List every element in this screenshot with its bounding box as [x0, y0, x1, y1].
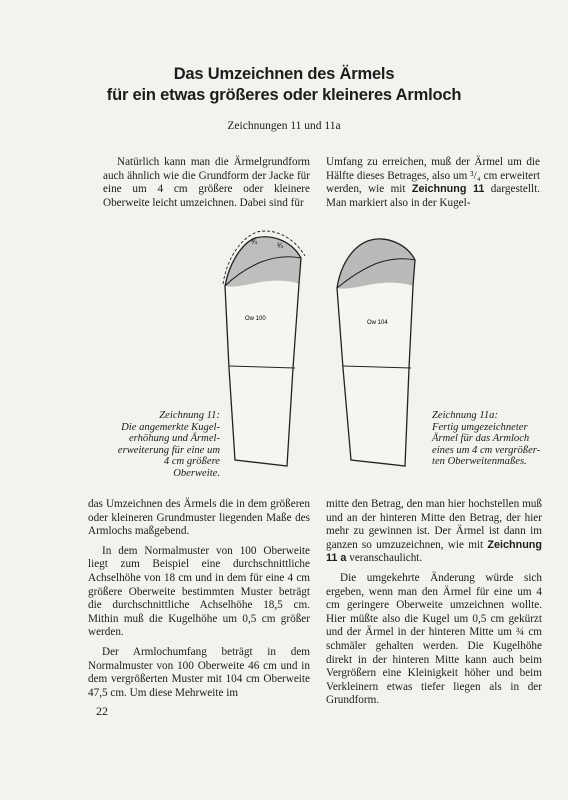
text-column-top-right	[326, 156, 540, 216]
figure-reference: Zeichnung 11	[411, 183, 485, 196]
title-line-1: Das Umzeichnen des Ärmels	[173, 65, 395, 83]
paragraph: mitte den Betrag, den man hier hochstellen muß und an der hinteren Mitte den Betrag, der hier mehr zu gewinnen ist. Der Ärmel ist dann im ganzen so umzuzeichnen, wie mit Zeichnung 11 a veranschaulicht.	[326, 498, 542, 565]
paragraph: Umfang zu erreichen, muß der Ärmel um die Hälfte dieses Betrages, also um ³/₄ cm erweitert werden, wie mit Zeichnung 11 dargestellt. Man markiert also in der Kugel-	[326, 156, 540, 209]
page-title	[0, 64, 568, 106]
subtitle: Zeichnungen 11 und 11a	[227, 120, 341, 132]
paragraph: Natürlich kann man die Ärmelgrundform auch ähnlich wie die Grundform der Jacke für eine um 4 cm größere oder kleinere Oberweite leicht umzeichnen. Dabei sind für	[103, 156, 310, 209]
measure-mark: ¾	[251, 239, 257, 246]
figure-reference: Zeichnung 11 a	[326, 538, 542, 565]
sleeve-drawing-11a	[327, 228, 427, 478]
text-column-bottom-right	[326, 498, 542, 714]
sleeve-outline	[337, 239, 415, 466]
sleeve-drawing-11	[215, 228, 315, 478]
size-label: Ow 104	[367, 320, 388, 326]
figure-caption-11a: Zeichnung 11a: Fertig umgezeichneter Ärmel für das Armloch eines um 4 cm vergrößer- ten Oberweitenmaßes.	[432, 410, 541, 468]
text-column-bottom-left	[88, 498, 310, 706]
text-column-top-left	[103, 156, 310, 216]
size-label: Ow 100	[245, 316, 266, 322]
paragraph: Der Armlochumfang beträgt in dem Normalmuster von 100 Oberweite 46 cm und in dem vergrößerten Muster mit 104 cm Oberweite 47,5 cm. Um diese Mehrweite im	[88, 645, 310, 699]
title-line-2: für ein etwas größeres oder kleineres Armloch	[106, 86, 462, 104]
measure-mark: ¾	[277, 243, 283, 250]
page-number: 22	[96, 704, 108, 718]
sleeve-outline	[225, 237, 301, 466]
figure-caption-11: Zeichnung 11: Die angemerkte Kugel- erhöhung und Ärmel- erweiterung für eine um 4 cm größere Oberweite.	[117, 410, 220, 479]
paragraph: In dem Normalmuster von 100 Oberweite liegt zum Beispiel eine durchschnittliche Achselhöhe von 18 cm und in dem für eine 4 cm größere Oberweite bestimmten Muster beträgt die durchschnittliche Achselhöhe 18,5 cm. Mithin muß die Kugelhöhe um 0,5 cm größer werden.	[88, 544, 310, 639]
paragraph: das Umzeichnen des Ärmels die in dem größeren oder kleineren Grundmuster liegenden Maße des Armlochs maßgebend.	[88, 498, 310, 538]
paragraph: Die umgekehrte Änderung würde sich ergeben, wenn man den Ärmel für eine um 4 cm geringere Oberweite umzeichnen wollte. Hier müßte also die Kugel um 0,5 cm gekürzt und der Ärmel in der hinteren Mitte um ¾ cm schmäler gehalten werden. Die Kugelhöhe direkt in der hinteren Mitte kann auch beim Vergrößern eine Kleinigkeit höher und beim Verkleinern etwas tiefer liegen als in der Grundform.	[326, 571, 542, 707]
